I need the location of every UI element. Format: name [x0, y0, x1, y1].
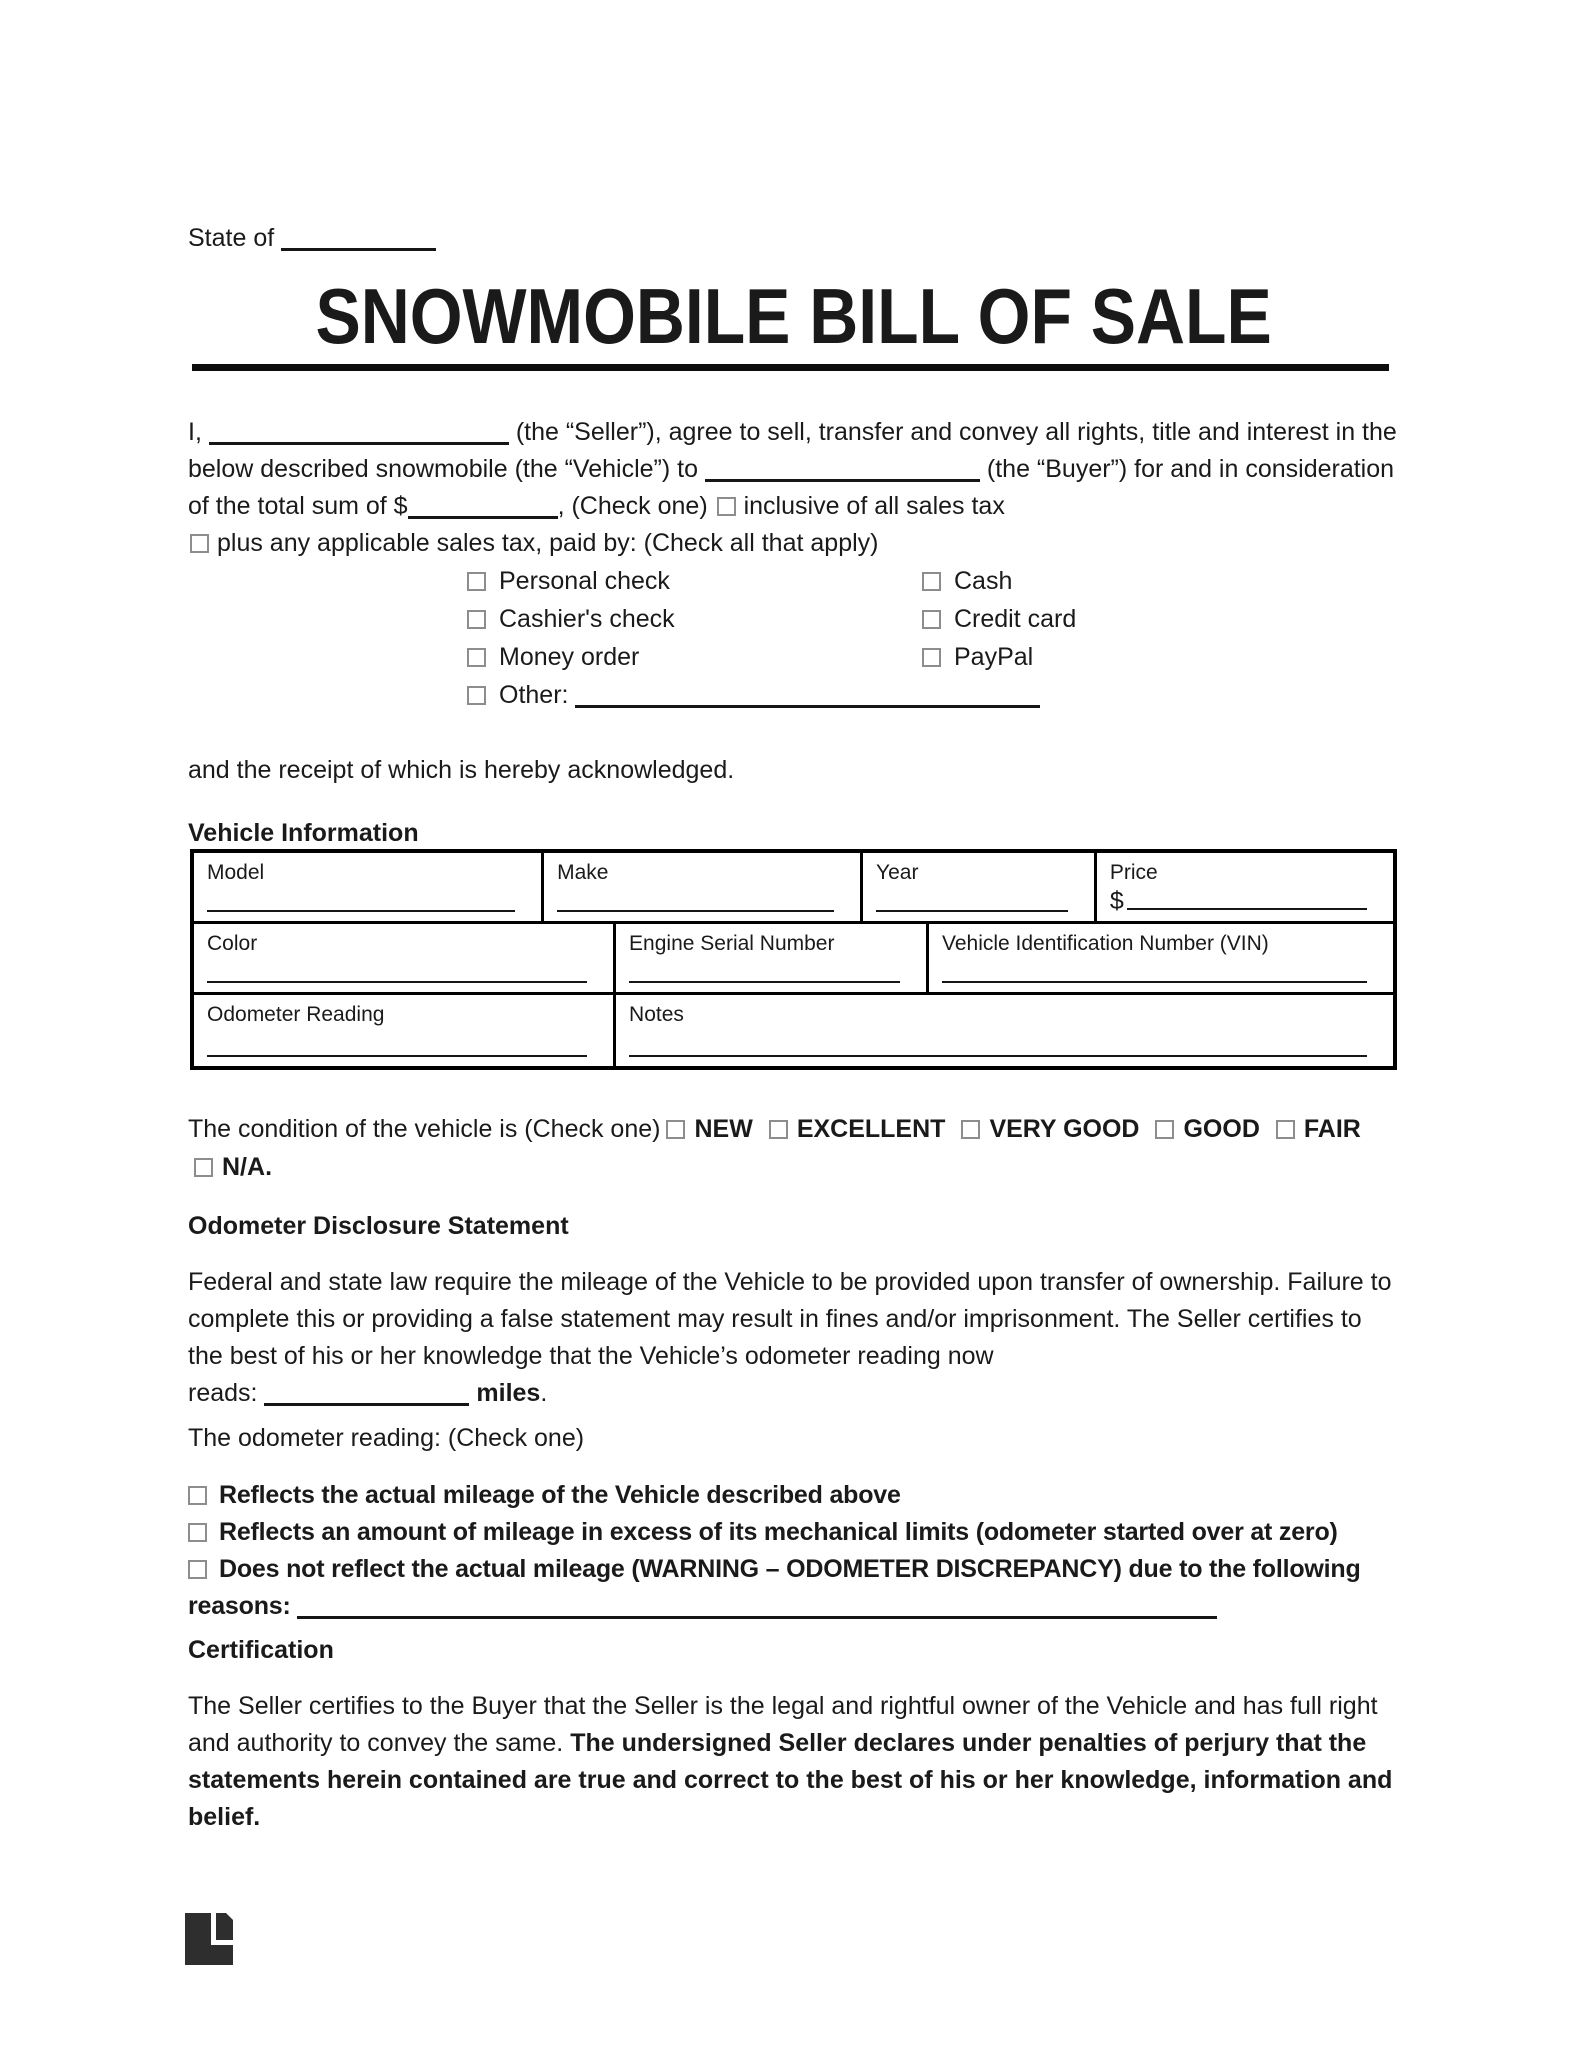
page-title: SNOWMOBILE BILL OF SALE [315, 272, 1273, 360]
option-plus-tax-row [188, 525, 1400, 562]
payment-option-other [467, 676, 1402, 714]
payment-option-personal-check [467, 562, 922, 600]
notes-label: Notes [629, 1003, 684, 1026]
state-of-label: State of [188, 224, 275, 252]
document-title [188, 274, 1400, 358]
odometer-option-label: Does not reflect the actual mileage (WARNING – ODOMETER DISCREPANCY) due to the following reasons: [188, 1555, 1361, 1620]
checkbox-na[interactable] [194, 1158, 213, 1177]
model-label: Model [207, 861, 265, 884]
odometer-period: . [540, 1379, 548, 1407]
condition-option-label: FAIR [1303, 1115, 1361, 1143]
checkbox-actual-mileage[interactable] [188, 1486, 207, 1505]
odometer-options-list [188, 1477, 1400, 1625]
state-of-row [188, 220, 1400, 257]
condition-option-label: NEW [694, 1115, 753, 1143]
legal-templates-logo-icon [185, 1913, 233, 1965]
checkbox-personal-check[interactable] [467, 572, 486, 591]
make-cell [544, 853, 863, 921]
intro-after-amount: , (Check one) [557, 492, 708, 520]
checkbox-money-order[interactable] [467, 648, 486, 667]
checkbox-inclusive-sales-tax[interactable] [717, 497, 736, 516]
checkbox-good[interactable] [1155, 1120, 1174, 1139]
checkbox-new[interactable] [666, 1120, 685, 1139]
color-cell [194, 924, 616, 992]
odometer-miles-label: miles [476, 1379, 541, 1407]
color-label: Color [207, 932, 258, 955]
checkbox-excess-mileage[interactable] [188, 1523, 207, 1542]
engine-serial-label: Engine Serial Number [629, 932, 835, 955]
make-label: Make [557, 861, 609, 884]
engine-serial-cell [616, 924, 929, 992]
intro-prefix: I, [188, 418, 202, 446]
odometer-option-actual-mileage [188, 1477, 1400, 1514]
payment-option-label: Money order [499, 643, 640, 671]
condition-line [188, 1110, 1400, 1186]
table-row [194, 853, 1393, 924]
odometer-option-excess-mileage [188, 1514, 1400, 1551]
condition-option-label: N/A [222, 1153, 266, 1181]
checkbox-plus-sales-tax[interactable] [190, 534, 209, 553]
intro-after-seller: (the “Seller”), agree to sell, transfer and convey all rights, title and interest in the below described snowmobile (the “Vehicle”) to [188, 418, 1397, 483]
payment-option-money-order [467, 638, 922, 676]
table-row [194, 924, 1393, 995]
condition-option-label: EXCELLENT [796, 1115, 946, 1143]
vin-label: Vehicle Identification Number (VIN) [941, 932, 1269, 955]
odometer-option-discrepancy [188, 1551, 1400, 1625]
certification-normal-text: The Seller certifies to the Buyer that the Seller is the legal and rightful owner of the Vehicle and has full right and authority to convey the same. [188, 1692, 1378, 1757]
odometer-option-label: Reflects the actual mileage of the Vehicle described above [219, 1481, 901, 1509]
checkbox-very-good[interactable] [961, 1120, 980, 1139]
option-plus-tax-label: plus any applicable sales tax, paid by: (Check all that apply) [217, 529, 879, 557]
payment-option-cashiers-check [467, 600, 922, 638]
odometer-reading-label: Odometer Reading [207, 1003, 385, 1026]
checkbox-cash[interactable] [922, 572, 941, 591]
engine-serial-field[interactable] [629, 981, 900, 983]
checkbox-cashiers-check[interactable] [467, 610, 486, 629]
year-field[interactable] [876, 910, 1068, 912]
state-field[interactable] [281, 248, 436, 251]
intro-paragraph [188, 414, 1400, 562]
odometer-disclosure-heading: Odometer Disclosure Statement [188, 1212, 569, 1240]
vin-field[interactable] [942, 981, 1367, 983]
sale-amount-field[interactable] [408, 516, 558, 519]
condition-option-fair [1276, 1110, 1361, 1148]
condition-option-excellent [769, 1110, 946, 1148]
checkbox-odometer-discrepancy[interactable] [188, 1560, 207, 1579]
certification-bold-text: The undersigned Seller declares under penalties of perjury that the statements herein contained are true and correct to the best of his or her knowledge, information and belief. [188, 1729, 1393, 1831]
vehicle-information-table [190, 849, 1397, 1070]
condition-option-very-good [961, 1110, 1139, 1148]
other-payment-field[interactable] [575, 705, 1040, 708]
condition-option-na [194, 1148, 272, 1186]
checkbox-credit-card[interactable] [922, 610, 941, 629]
odometer-miles-field[interactable] [264, 1403, 469, 1406]
checkbox-other[interactable] [467, 686, 486, 705]
payment-option-label: Cashier's check [499, 605, 675, 633]
odometer-disclosure-paragraph [188, 1264, 1400, 1412]
condition-option-good [1155, 1110, 1259, 1148]
checkbox-paypal[interactable] [922, 648, 941, 667]
condition-option-label: GOOD [1183, 1115, 1260, 1143]
currency-symbol: $ [393, 492, 408, 520]
checkbox-fair[interactable] [1276, 1120, 1295, 1139]
model-field[interactable] [207, 910, 515, 912]
price-cell [1097, 853, 1393, 921]
receipt-acknowledgement: and the receipt of which is hereby acknowledged. [188, 756, 735, 784]
option-inclusive-label: inclusive of all sales tax [743, 492, 1005, 520]
payment-option-paypal [922, 638, 1402, 676]
vin-cell [929, 924, 1393, 992]
title-divider [192, 364, 1389, 371]
price-label: Price [1109, 861, 1158, 884]
odometer-reading-field[interactable] [207, 1055, 587, 1057]
odometer-option-label: Reflects an amount of mileage in excess of its mechanical limits (odometer started over at zero) [219, 1518, 1338, 1546]
notes-cell [616, 995, 1393, 1066]
year-label: Year [876, 861, 919, 884]
intro-after-buyer: (the “Buyer”) for and in consideration of the total sum of [188, 455, 1395, 520]
color-field[interactable] [207, 981, 587, 983]
model-cell [194, 853, 544, 921]
payment-option-label: Cash [954, 567, 1013, 595]
payment-option-label: Credit card [954, 605, 1077, 633]
payment-option-credit-card [922, 600, 1402, 638]
odometer-check-one-line: The odometer reading: (Check one) [188, 1424, 585, 1452]
condition-suffix: . [265, 1153, 273, 1181]
certification-heading: Certification [188, 1636, 334, 1664]
odometer-reading-cell [194, 995, 616, 1066]
price-currency-symbol: $ [1109, 887, 1124, 915]
payment-option-cash [922, 562, 1402, 600]
certification-paragraph [188, 1688, 1400, 1836]
discrepancy-reasons-field[interactable] [297, 1616, 1217, 1619]
condition-option-new [666, 1110, 752, 1148]
odometer-body-text: Federal and state law require the mileage of the Vehicle to be provided upon transfer of ownership. Failure to complete this or providing a false statement may result in fines and/or imprisonment. The Seller certifies to the best of his or her knowledge that the Vehicle’s odometer reading now [188, 1268, 1392, 1370]
payment-option-label: Personal check [499, 567, 670, 595]
notes-field[interactable] [629, 1055, 1367, 1057]
year-cell [863, 853, 1097, 921]
checkbox-excellent[interactable] [769, 1120, 788, 1139]
table-row [194, 995, 1393, 1066]
seller-name-field[interactable] [209, 442, 509, 445]
payment-methods-list [467, 562, 1402, 714]
vehicle-information-heading: Vehicle Information [188, 819, 419, 847]
condition-prefix: The condition of the vehicle is (Check one) [188, 1115, 661, 1143]
make-field[interactable] [557, 910, 834, 912]
condition-option-label: VERY GOOD [989, 1115, 1140, 1143]
buyer-name-field[interactable] [705, 479, 980, 482]
payment-option-label: PayPal [954, 643, 1034, 671]
price-field[interactable] [1127, 908, 1367, 910]
odometer-reads-label: reads: [188, 1379, 258, 1407]
payment-other-label: Other: [499, 681, 569, 709]
